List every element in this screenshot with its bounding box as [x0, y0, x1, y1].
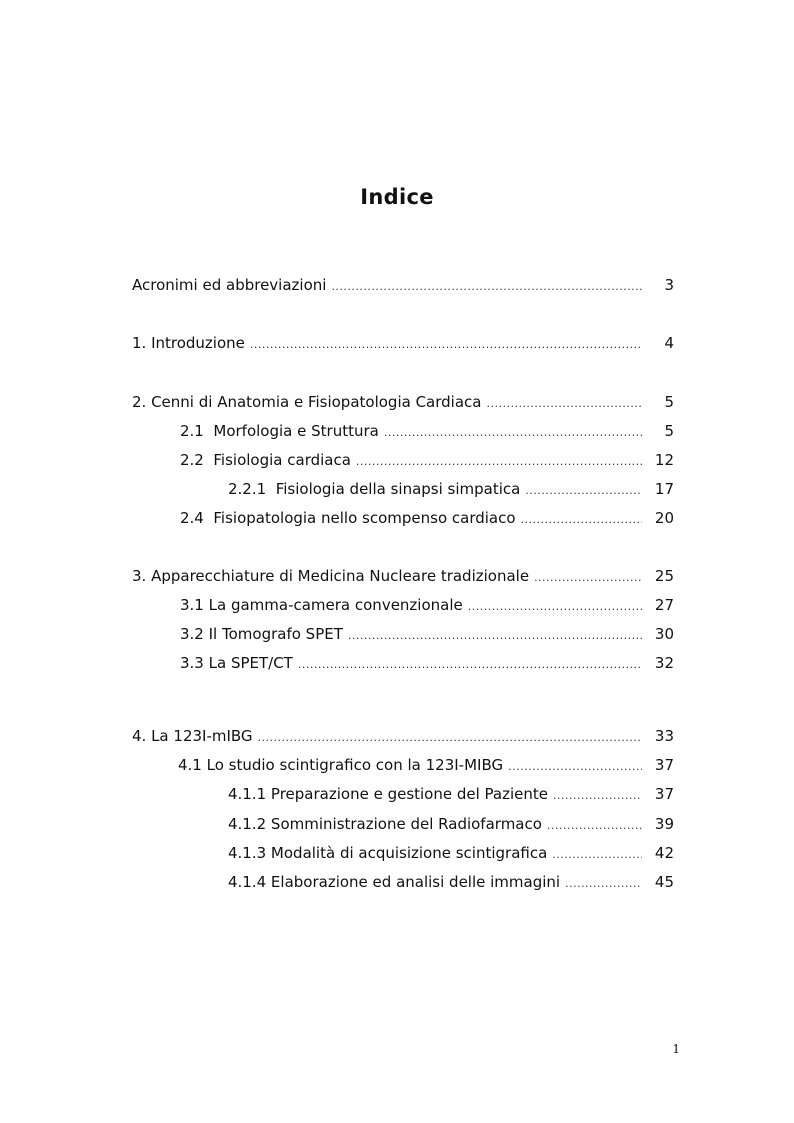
toc-entry-page: 20 [654, 509, 674, 527]
toc-entry-page: 33 [654, 727, 674, 745]
toc-leader-dots [384, 423, 642, 443]
toc-leader-dots [534, 568, 642, 588]
toc-leader-dots [525, 481, 642, 501]
toc-entry [180, 624, 674, 646]
toc-entry-page: 42 [654, 844, 674, 862]
toc-entry-page: 17 [654, 480, 674, 498]
toc-entry-label: 2.2.1 Fisiologia della sinapsi simpatica [228, 480, 521, 498]
toc-entry [180, 508, 674, 530]
toc-entry-page: 3 [664, 276, 674, 294]
toc-entry [132, 275, 674, 297]
toc-entry-label: 4.1.1 Preparazione e gestione del Paziente [228, 785, 549, 803]
page-title: Indice [360, 185, 434, 210]
toc-leader-dots [258, 728, 642, 748]
toc-entry-page: 37 [654, 785, 674, 803]
toc-entry-label: 1. Introduzione [132, 334, 245, 352]
toc-entry [228, 872, 674, 894]
toc-entry-page: 25 [654, 567, 674, 585]
toc-entry-page: 4 [664, 334, 674, 352]
toc-leader-dots [298, 655, 642, 675]
toc-entry-page: 12 [654, 451, 674, 469]
toc-entry-page: 32 [654, 654, 674, 672]
toc-entry [180, 450, 674, 472]
toc-entry-label: 3.2 Il Tomografo SPET [180, 625, 343, 643]
toc-entry-label: 2.2 Fisiologia cardiaca [180, 451, 351, 469]
toc-entry-label: 4.1.3 Modalità di acquisizione scintigrafica [228, 844, 548, 862]
toc-entry-label: 2.1 Morfologia e Struttura [180, 422, 379, 440]
toc-entry-label: Acronimi ed abbreviazioni [132, 276, 327, 294]
toc-entry [180, 421, 674, 443]
toc-entry [228, 843, 674, 865]
toc-leader-dots [521, 510, 642, 530]
toc-entry [180, 595, 674, 617]
toc-entry-page: 39 [654, 815, 674, 833]
toc-entry [132, 392, 674, 414]
toc-entry-label: 4.1.2 Somministrazione del Radiofarmaco [228, 815, 542, 833]
toc-entry [228, 479, 674, 501]
toc-entry [178, 755, 674, 777]
toc-entry [228, 814, 674, 836]
toc-leader-dots [553, 786, 642, 806]
toc-entry-label: 4.1 Lo studio scintigrafico con la 123I-MIBG [178, 756, 504, 774]
toc-leader-dots [552, 845, 642, 865]
toc-leader-dots [508, 757, 642, 777]
toc-leader-dots [565, 874, 642, 894]
toc-entry [180, 653, 674, 675]
toc-entry-page: 37 [654, 756, 674, 774]
toc-leader-dots [250, 335, 642, 355]
toc-leader-dots [547, 816, 642, 836]
toc-entry-page: 45 [654, 873, 674, 891]
toc-entry [228, 784, 674, 806]
toc-entry-label: 3.3 La SPET/CT [180, 654, 293, 672]
toc-entry [132, 726, 674, 748]
toc-entry [132, 566, 674, 588]
toc-leader-dots [356, 452, 642, 472]
toc-entry-page: 27 [654, 596, 674, 614]
toc-leader-dots [348, 626, 642, 646]
toc-entry-page: 5 [664, 393, 674, 411]
toc-entry-label: 3. Apparecchiature di Medicina Nucleare tradizionale [132, 567, 530, 585]
toc-entry-page: 5 [664, 422, 674, 440]
toc-entry-label: 4.1.4 Elaborazione ed analisi delle immagini [228, 873, 561, 891]
toc-entry-label: 2. Cenni di Anatomia e Fisiopatologia Cardiaca [132, 393, 482, 411]
toc-entry-label: 3.1 La gamma-camera convenzionale [180, 596, 463, 614]
toc-leader-dots [331, 277, 642, 297]
toc-leader-dots [486, 394, 642, 414]
toc-entry-page: 30 [654, 625, 674, 643]
page-number: 1 [672, 1042, 680, 1056]
toc-entry [132, 333, 674, 355]
toc-leader-dots [468, 597, 642, 617]
toc-entry-label: 2.4 Fisiopatologia nello scompenso cardiaco [180, 509, 516, 527]
toc-entry-label: 4. La 123I-mIBG [132, 727, 253, 745]
